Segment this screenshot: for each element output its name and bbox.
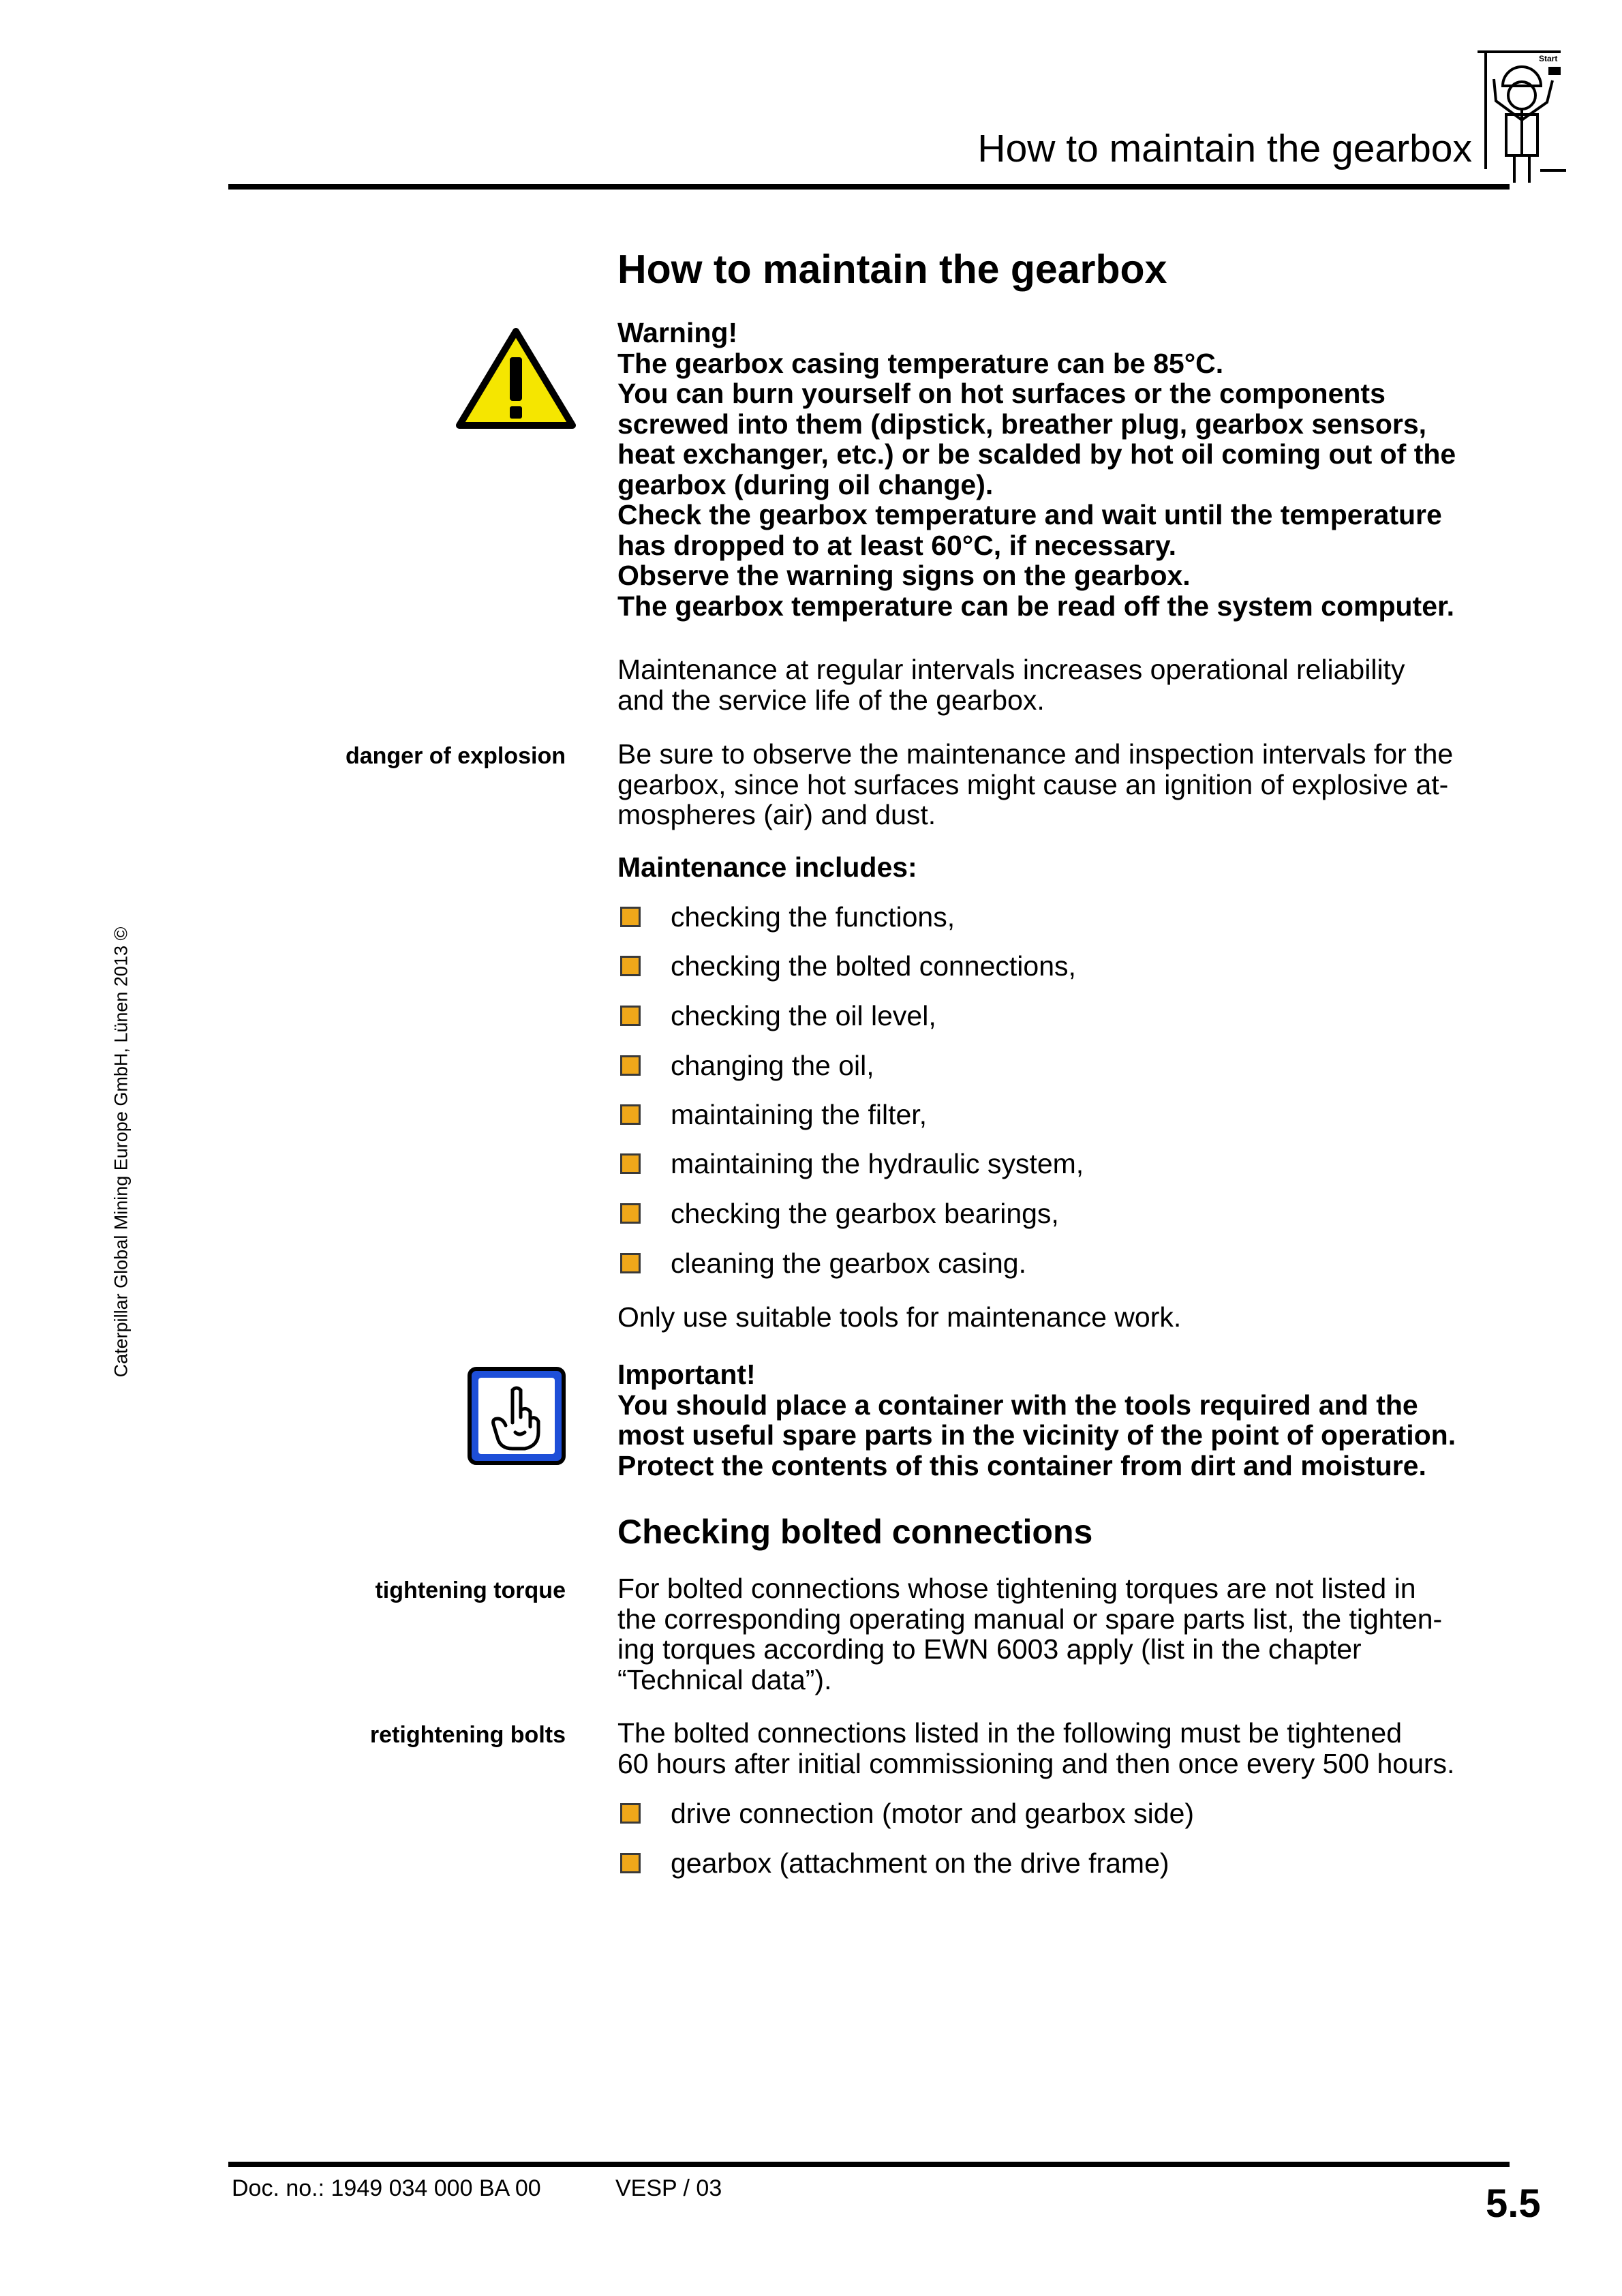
list-item [617, 999, 936, 1033]
footer-doc-number: Doc. no.: 1949 034 000 BA 00 [232, 2175, 541, 2201]
list-item-text: checking the oil level, [671, 999, 936, 1031]
torque-paragraph [617, 1573, 1510, 1695]
important-line: Protect the contents of this container from dirt and moisture. [617, 1449, 1426, 1481]
warning-line: Observe the warning signs on the gearbox. [617, 560, 1191, 591]
list-item [617, 1246, 1026, 1280]
retighten-line: The bolted connections listed in the following must be tightened [617, 1717, 1403, 1749]
explosion-line: mospheres (air) and dust. [617, 799, 936, 830]
intro-paragraph [617, 654, 1510, 715]
warning-line: The gearbox temperature can be read off the system computer. [617, 590, 1455, 622]
list-item-text: maintaining the filter, [671, 1098, 928, 1130]
worker-start-icon [1472, 46, 1567, 187]
copyright-notice: Caterpillar Global Mining Europe GmbH, Lünen 2013 © [110, 926, 132, 1378]
list-item [617, 1846, 1169, 1880]
maintenance-heading: Maintenance includes: [617, 851, 917, 883]
list-item-text: checking the bolted connections, [671, 950, 1076, 982]
page-number: 5.5 [1486, 2181, 1541, 2226]
warning-line: Check the gearbox temperature and wait until the temperature [617, 499, 1442, 530]
maintenance-note: Only use suitable tools for maintenance work. [617, 1301, 1182, 1333]
important-line: You should place a container with the tools required and the [617, 1389, 1418, 1421]
important-block [617, 1359, 1510, 1481]
footer-rule [228, 2162, 1510, 2167]
margin-label-explosion: danger of explosion [345, 743, 566, 769]
retighten-paragraph [617, 1718, 1510, 1779]
warning-triangle-icon [455, 327, 577, 429]
torque-line: “Technical data”). [617, 1663, 832, 1695]
important-hand-icon [468, 1367, 566, 1465]
list-item-text: cleaning the gearbox casing. [671, 1247, 1026, 1279]
intro-line: Maintenance at regular intervals increases operational reliability [617, 654, 1405, 685]
list-item [617, 949, 1076, 983]
section-heading-bolted: Checking bolted connections [617, 1513, 1093, 1551]
list-item-text: maintaining the hydraulic system, [671, 1147, 1084, 1179]
list-item [617, 1098, 927, 1132]
header-rule [228, 184, 1510, 190]
margin-label-torque: tightening torque [375, 1577, 566, 1603]
start-label: Start [1539, 54, 1558, 63]
warning-heading: Warning! [617, 317, 738, 348]
list-item-text: checking the gearbox bearings, [671, 1197, 1059, 1229]
bullet-square-icon [620, 1153, 641, 1174]
list-item-text: gearbox (attachment on the drive frame) [671, 1847, 1169, 1879]
list-item [617, 1147, 1084, 1181]
page-title: How to maintain the gearbox [617, 247, 1167, 292]
list-item [617, 1196, 1059, 1230]
torque-line: ing torques according to EWN 6003 apply (list in the chapter [617, 1633, 1362, 1665]
list-item-text: checking the functions, [671, 901, 955, 933]
warning-block [617, 318, 1510, 621]
header-title: How to maintain the gearbox [977, 127, 1472, 170]
warning-line: The gearbox casing temperature can be 85°C. [617, 347, 1224, 379]
bullet-square-icon [620, 1203, 641, 1224]
list-item-text: drive connection (motor and gearbox side) [671, 1797, 1195, 1829]
margin-label-retighten: retightening bolts [369, 1722, 566, 1748]
bullet-square-icon [620, 1006, 641, 1026]
retighten-line: 60 hours after initial commissioning and then once every 500 hours. [617, 1747, 1455, 1779]
important-line: most useful spare parts in the vicinity of the point of operation. [617, 1419, 1456, 1451]
footer-version: VESP / 03 [615, 2175, 722, 2201]
bullet-square-icon [620, 907, 641, 927]
explosion-line: gearbox, since hot surfaces might cause an ignition of explosive at- [617, 768, 1449, 800]
intro-line: and the service life of the gearbox. [617, 684, 1045, 716]
list-item [617, 1048, 874, 1083]
bullet-square-icon [620, 1253, 641, 1273]
list-item [617, 900, 955, 934]
warning-line: gearbox (during oil change). [617, 468, 994, 500]
warning-line: heat exchanger, etc.) or be scalded by hot oil coming out of the [617, 438, 1456, 470]
explosion-line: Be sure to observe the maintenance and inspection intervals for the [617, 738, 1454, 770]
explosion-paragraph [617, 739, 1510, 830]
list-item [617, 1796, 1194, 1830]
important-heading: Important! [617, 1359, 756, 1390]
torque-line: the corresponding operating manual or spare parts list, the tighten- [617, 1603, 1443, 1635]
torque-line: For bolted connections whose tightening torques are not listed in [617, 1573, 1416, 1604]
bullet-square-icon [620, 1055, 641, 1076]
bullet-square-icon [620, 956, 641, 976]
bullet-square-icon [620, 1104, 641, 1125]
warning-line: has dropped to at least 60°C, if necessary. [617, 529, 1176, 561]
bullet-square-icon [620, 1803, 641, 1824]
warning-line: screwed into them (dipstick, breather plug, gearbox sensors, [617, 408, 1427, 440]
list-item-text: changing the oil, [671, 1049, 874, 1081]
warning-line: You can burn yourself on hot surfaces or the components [617, 378, 1386, 409]
bullet-square-icon [620, 1853, 641, 1873]
